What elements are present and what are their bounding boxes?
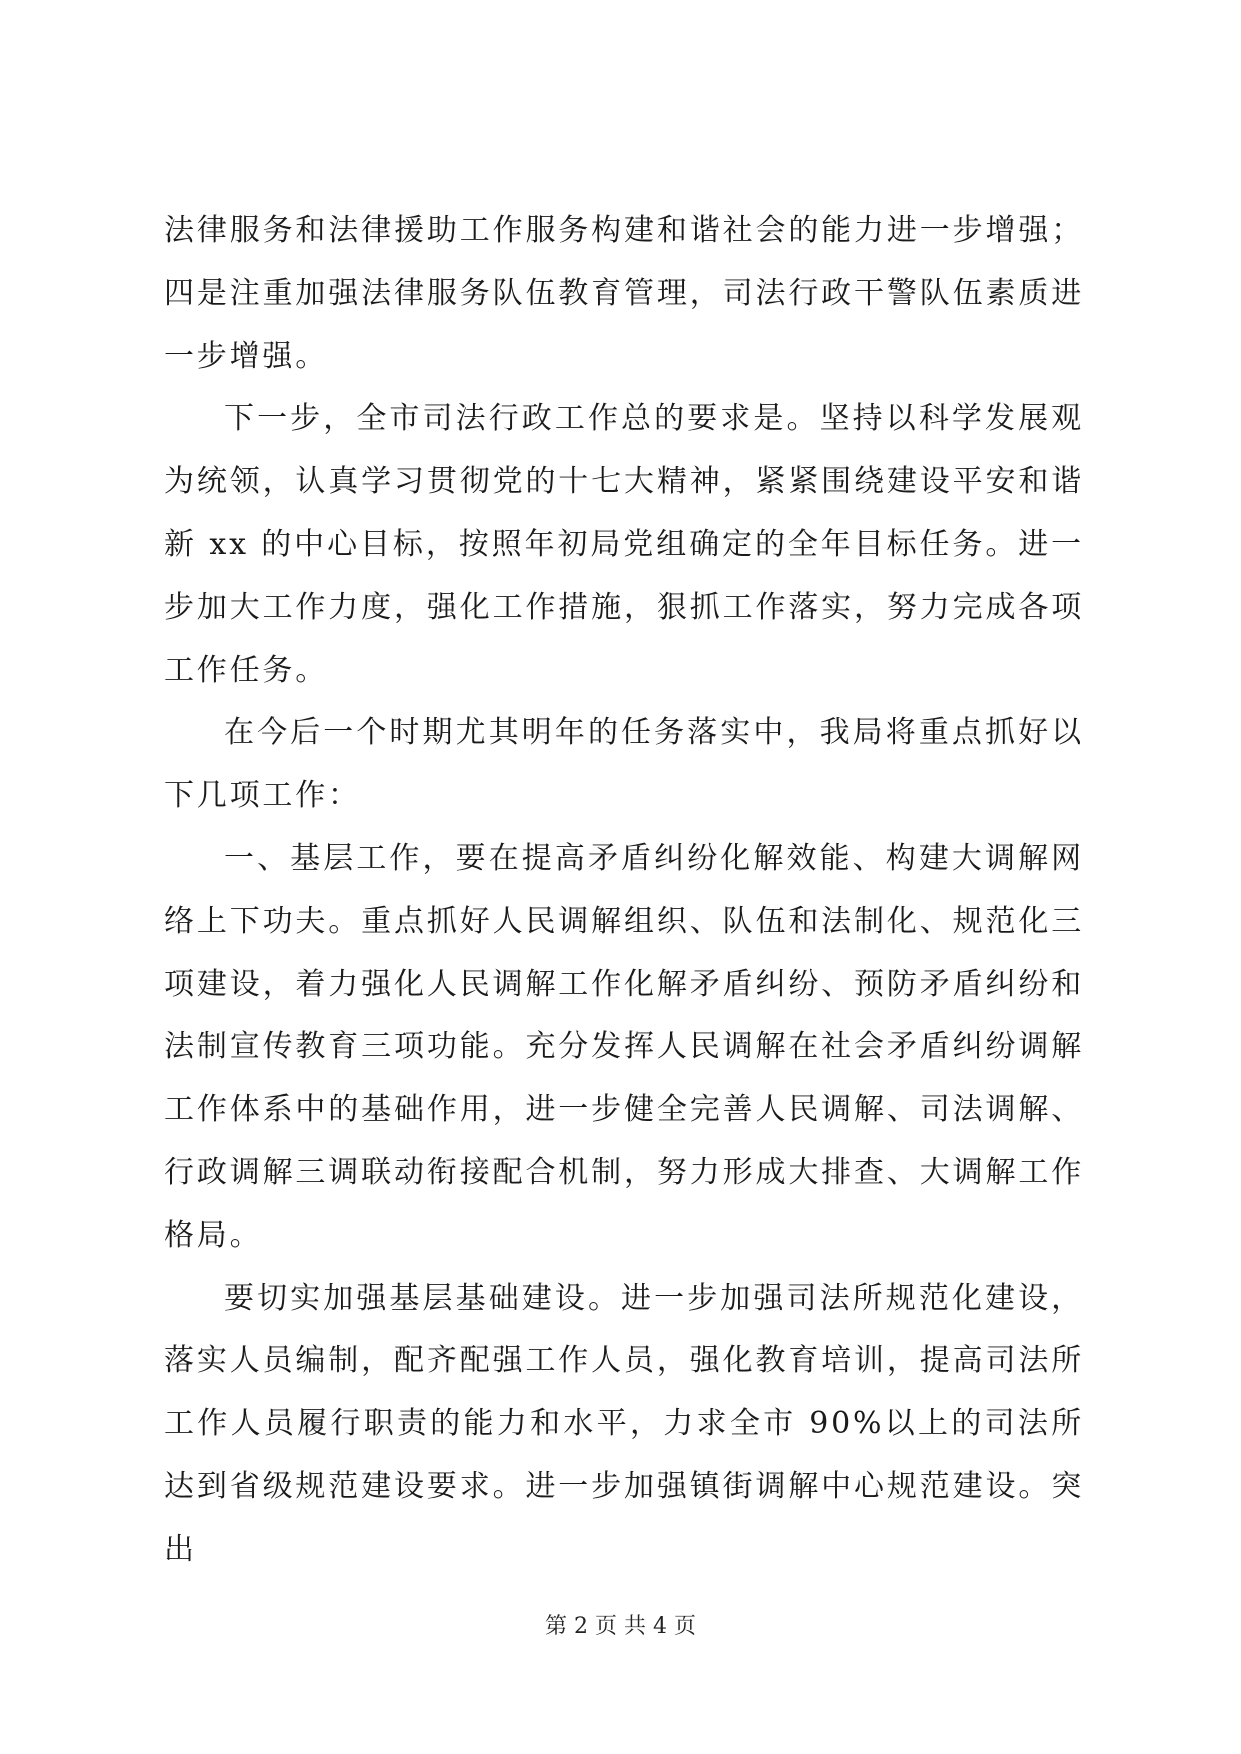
paragraph-5: 要切实加强基层基础建设。进一步加强司法所规范化建设，落实人员编制，配齐配强工作人员，强化教育培训，提高司法所工作人员履行职责的能力和水平，力求全市 90%以上的司法所达到省级规范建设要求。进一步加强镇街调解中心规范建设。突出 [164, 1280, 1084, 1567]
page-footer: 第 2 页 共 4 页 [545, 1614, 696, 1639]
paragraph-3: 在今后一个时期尤其明年的任务落实中，我局将重点抓好以下几项工作： [164, 715, 1084, 814]
paragraph-1: 法律服务和法律援助工作服务构建和谐社会的能力进一步增强；四是注重加强法律服务队伍教育管理，司法行政干警队伍素质进一步增强。 [164, 213, 1084, 374]
paragraph-4: 一、基层工作，要在提高矛盾纠纷化解效能、构建大调解网络上下功夫。重点抓好人民调解组织、队伍和法制化、规范化三项建设，着力强化人民调解工作化解矛盾纠纷、预防矛盾纠纷和法制宣传教育三项功能。充分发挥人民调解在社会矛盾纠纷调解工作体系中的基础作用，进一步健全完善人民调解、司法调解、行政调解三调联动衔接配合机制，努力形成大排查、大调解工作格局。 [164, 840, 1084, 1253]
paragraph-2: 下一步，全市司法行政工作总的要求是。坚持以科学发展观为统领，认真学习贯彻党的十七大精神，紧紧围绕建设平安和谐新 xx 的中心目标，按照年初局党组确定的全年目标任务。进一步加大工作力度，强化工作措施，狠抓工作落实，努力完成各项工作任务。 [164, 401, 1084, 688]
document-body [164, 200, 1084, 1582]
